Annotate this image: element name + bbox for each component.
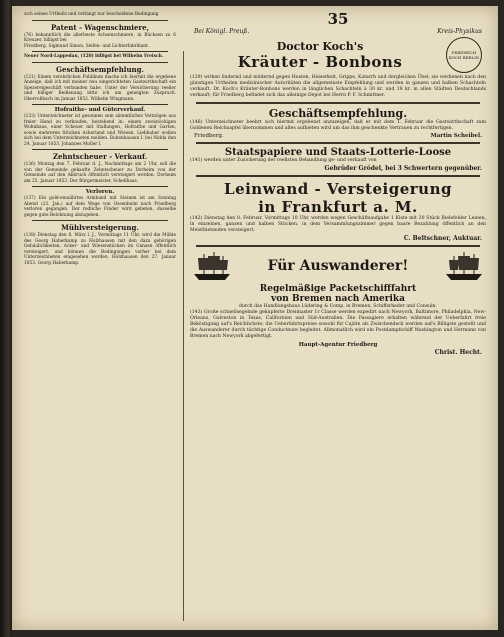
divider-rule bbox=[196, 175, 480, 177]
left-heading-5: Geschäftsempfehlung. bbox=[56, 64, 144, 74]
book-spine bbox=[0, 0, 12, 637]
column-divider bbox=[183, 51, 184, 621]
left-text-3: Friedberg. Sigmund Simon, Seifen- und Lichterfabrikant. bbox=[24, 43, 150, 49]
divider-rule bbox=[32, 186, 168, 187]
newspaper-page bbox=[12, 6, 498, 630]
sig-scheibel: Martin Scheibel. bbox=[430, 133, 482, 139]
sig-hecht: Christ. Hecht. bbox=[434, 349, 482, 356]
sig-agentur: Haupt-Agentur Friedberg bbox=[298, 342, 378, 348]
divider-rule bbox=[32, 20, 168, 21]
left-text-14: (138) Dienstag den 8. März l. J., Vormittags 11 Uhr, wird die Mühle des Georg Haberkamp zu Holzhausen mit den dazu gehörigen Gebäulichkeiten, Acker- und Wiesenstücken im Ganzen öffentlich versteigert, und können die Bedingungen vorher bei dem Unterzeichneten eingesehen werden. Holzhausen den 27. Januar 1853. Georg Haberkamp. bbox=[24, 233, 176, 266]
header-right: Kreis-Physikus bbox=[437, 28, 482, 35]
ad-subheading-bremen: von Bremen nach Amerika bbox=[271, 294, 405, 304]
ship-icon bbox=[192, 250, 232, 282]
ad-text-luedering: durch das Handlungshaus Lüdering & Comp. in Bremen, Schiffsrheder und Consuln. bbox=[239, 304, 437, 309]
left-text-12: (137) Ein gold-emaillirtes Armband mit Steinen ist am Sonntag Abend (23. Jan.) auf dem Wege von Ossenheim nach Friedberg verloren gegangen. Der redliche Finder wird gebeten, dasselbe gegen gute Belohnung abzugeben. bbox=[24, 196, 176, 218]
ad-text-leinwand: (142) Dienstag den 8. Februar, Vormittags 10 Uhr, werden wegen Geschäftsaufgabe 1 Kiste mit 30 Stück Bielefelder Leinen, in einzelnen, ganzen und halben Stücken, in dem Versammlungszimmer gegen baare Bezahlung öffentlich an den Meistbietenden versteigert. bbox=[190, 216, 486, 233]
sig-place: Friedberg. bbox=[194, 133, 224, 139]
left-text-6: (121) Einem verehrlichen Publikum mache ich hiermit die ergebene Anzeige, daß ich mit meiner neu eingerichteten Gastwirthschaft ein Spezereigeschäft verbunden habe. Unter der Versicherung reeller und billiger Bedienung bitte ich um geneigten Zuspruch. Oberroßbach im Januar 1853. Wilhelm Wingmann. bbox=[24, 74, 176, 102]
ad-title-bonbons: Kräuter - Bonbons bbox=[237, 52, 403, 71]
left-text-10: (136) Montag den 7. Februar d. J., Nachmittags um 2 Uhr, soll die von der Gemeinde gekaufte Zehntscheuer zu Dorheim von der Gemeinde auf den Abbruch öffentlich versteigert werden. Dorheim am 25. Januar 1853. Der Bürgermeister, Schellhaas. bbox=[24, 162, 176, 184]
divider-rule bbox=[32, 51, 168, 52]
divider-rule bbox=[196, 142, 480, 144]
ad-heading-frankfurt: in Frankfurt a. M. bbox=[258, 198, 418, 216]
left-column bbox=[12, 6, 182, 630]
header-left: Bei Königl. Preuß. bbox=[194, 28, 250, 35]
right-column bbox=[188, 6, 488, 630]
ad-heading-staatspapiere: Staatspapiere und Staats-Lotterie-Loose bbox=[224, 147, 452, 158]
left-heading-11: Verloren. bbox=[85, 189, 115, 195]
ad-text-auswanderer: (143) Große schnellsegelnde gekupferte Dreimaster 1r Classe werden expedirt nach Newyork, Baltimore, Philadelphia, New-Orleans, Galveston in Texas, Californien und Süd-Australien. Die Passagiere erhalten während der Ueberfahrt freie Beköstigung auf's Reichlichste; die Ueberfahrtspreise sowohl für Cajüte als Zwischendeck werden auf's Billigste gestellt und die Auswanderer durch tüchtige Conducteure begleitet. Allmonatlich wird ein Postdampfschiff Washington und Hermann von Bremen nach Newyork abgefertigt. bbox=[190, 310, 486, 339]
sig-beltschner: C. Beltschner, Auktuar. bbox=[403, 235, 482, 242]
ad-text-staatspapiere: (141) werden unter Zusicherung der reellsten Behandlung ge- und verkauft von bbox=[190, 158, 377, 163]
left-text-2: (76) bekanntlich die allerbeste Achsenschmiere, in Büchsen zu 6 Kreuzer, billigst bei bbox=[24, 32, 176, 43]
sig-groedel: Gebrüder Grödel, bei 3 Schwertern gegenüber. bbox=[324, 165, 482, 172]
divider-rule bbox=[196, 245, 480, 247]
ad-text-geschaeft: (146) Unterzeichneter beehrt sich hiermit ergebenst anzuzeigen, daß er mit dem 1. Februar die Gastwirthschaft zum Goldenen Reichsapfel übernommen und alles aufbieten wird um das ihm geschenkte Vertrauen zu rechtfertigen. bbox=[190, 120, 486, 131]
divider-rule bbox=[196, 102, 480, 104]
divider-rule bbox=[32, 220, 168, 221]
ad-text-bonbons: (129) wirken lindernd und mildernd gegen Husten, Heiserkeit, Grippe, Katarrh und dergleichen Übel; sie verdienen nach den günstigen Urtheilen medizinischer Autoritäten die allgemeinste Empfehlung und werden in ganzen und halben Schachteln verkauft. Dr. Koch's Kräuter-Bonbons werden in länglichen Schachteln à 30 kr. und 18 kr. in allen Städten Deutschlands verkauft; für Friedberg befindet sich das alleinige Depot bei Herrn P. F. Schmittner. bbox=[190, 75, 486, 98]
divider-rule bbox=[32, 104, 168, 105]
divider-rule bbox=[32, 149, 168, 150]
left-text-4: Neuer Nord-Lappedan, (120) billigst bei Wilhelm Freisch. bbox=[24, 54, 164, 59]
ship-icon bbox=[444, 250, 484, 282]
ad-heading-auswanderer: Für Auswanderer! bbox=[267, 258, 409, 274]
brand-line: Doctor Koch's bbox=[276, 39, 364, 53]
ad-subheading-packet: Regelmäßige Packetschifffahrt bbox=[259, 284, 417, 294]
left-heading-9: Zehntscheuer - Verkauf. bbox=[52, 152, 148, 161]
ad-heading-geschaeft: Geschäftsempfehlung. bbox=[268, 107, 408, 120]
ad-heading-leinwand: Leinwand - Versteigerung bbox=[224, 180, 452, 198]
left-text-0: sich seines Urtheils und verlangt nur bescheidene Bedingung bbox=[24, 12, 159, 17]
divider-rule bbox=[32, 62, 168, 63]
page-number: 35 bbox=[327, 10, 349, 28]
left-heading-7: Hofraithe- und Güterverkauf. bbox=[54, 107, 146, 113]
left-heading-1: Patent - Wagenschmiere, bbox=[50, 22, 150, 32]
left-text-8: (133) Unterzeichneter ist gesonnen sein sämmtliches Vermögen aus freier Hand zu verkaufen, bestehend in: einem zweistöckigen Wohnhaus, einer Scheuer mit Stallungen, Hofraithe und Garten, sowie mehreren Stücken Ackerland und Wiesen. Liebhaber wollen sich bei dem Unterzeichneten melden. Bobenhausen I. bei Nidda den 24. Januar 1853. Johannes Moller I. bbox=[24, 114, 176, 147]
seal-emblem bbox=[446, 37, 482, 73]
left-heading-13: Mühlversteigerung. bbox=[61, 223, 139, 232]
seal-text: FRIEDRICH KOCH BERLIN bbox=[448, 50, 480, 60]
